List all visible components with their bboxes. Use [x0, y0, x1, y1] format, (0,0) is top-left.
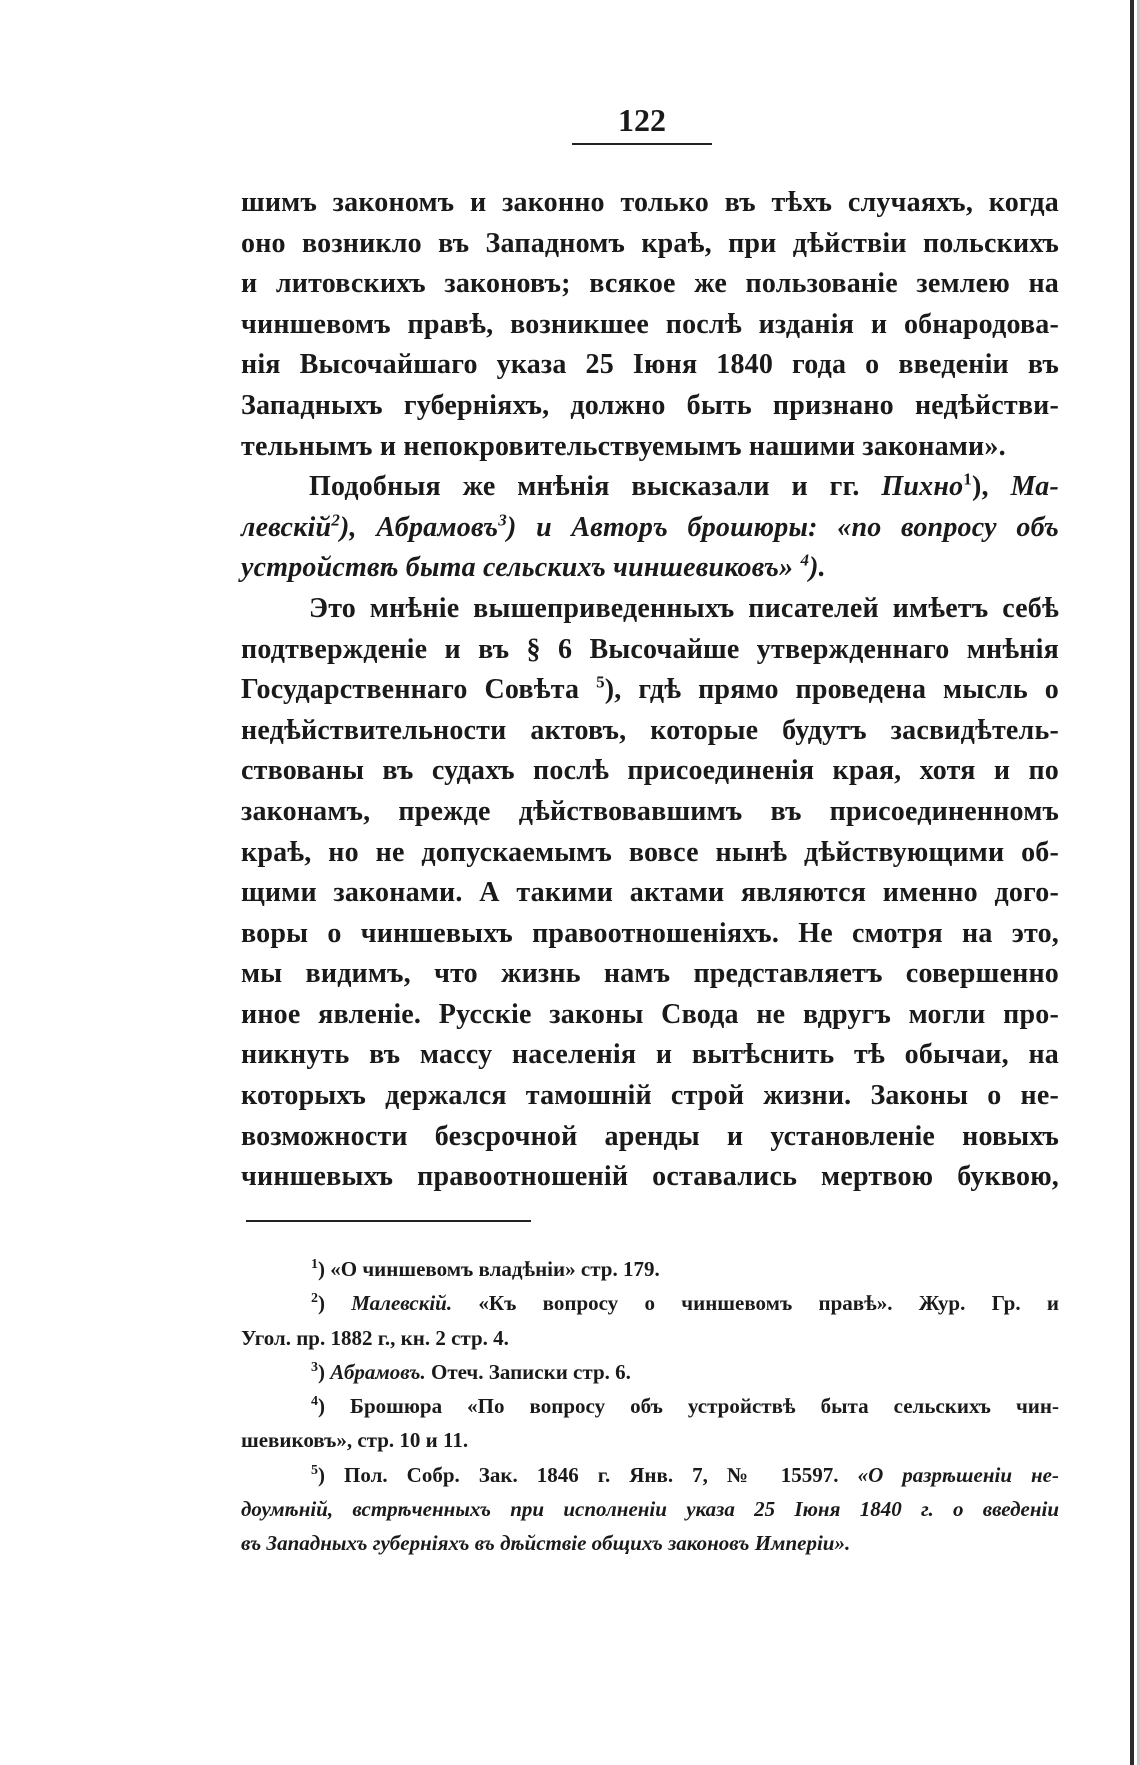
- footnote-5-cont-1: доумѣній, встрѣченныхъ при исполненіи указа 25 Іюня 1840 г. о введеніи: [241, 1497, 1059, 1522]
- body-line: чиншевыхъ правоотношеній оставались мертвою буквою,: [241, 1161, 1059, 1193]
- footnote-ref-1[interactable]: 1: [963, 469, 972, 489]
- footnote-ref-2[interactable]: 2: [331, 510, 341, 530]
- author-pikhno: Пихно: [881, 471, 964, 503]
- para2-line-2: левскій$^2$), Абрамовъ$^3$) и Авторъ брошюры: «по вопросу объ: [241, 510, 1059, 543]
- body-line: чиншевомъ правѣ, возникшее послѣ изданія и обнародова-: [241, 308, 1059, 340]
- body-line: и литовскихъ законовъ; всякое же пользованіе землею на: [241, 268, 1059, 300]
- body-line: подтвержденіе и въ § 6 Высочайше утвержденнаго мнѣнія: [241, 633, 1059, 665]
- footnote-ref-5[interactable]: 5: [596, 672, 605, 692]
- footnote-ref-3[interactable]: 3: [498, 510, 507, 530]
- page-edge-line: [1130, 0, 1134, 1765]
- para2-line-3: устройствѣ быта сельскихъ чиншевиковъ» $^4$).: [241, 551, 826, 584]
- body-line: мы видимъ, что жизнь намъ представляетъ совершенно: [241, 958, 1059, 990]
- body-line: возможности безсрочной аренды и установленіе новыхъ: [241, 1120, 1059, 1152]
- body-line: недѣйствительности актовъ, которые будутъ засвидѣтель-: [241, 714, 1059, 746]
- body-line: Западныхъ губерніяхъ, должно быть признано недѣйстви-: [241, 389, 1059, 421]
- footnote-5: $^5$) Пол. Собр. Зак. 1846 г. Янв. 7, № 15597. «О разрѣшеніи не-: [311, 1462, 1059, 1487]
- para3-line-3: Государственнаго Совѣта $^5$), гдѣ прямо проведена мысль о: [241, 672, 1059, 706]
- body-line: Это мнѣніе вышеприведенныхъ писателей имѣетъ себѣ: [309, 592, 1059, 624]
- para2-line-1: Подобныя же мнѣнія высказали и гг. Пихно$^1$), Ма-: [309, 469, 1059, 503]
- body-line: щими законами. А такими актами являются именно дого-: [241, 877, 1059, 909]
- footnote-2: $^2$) Малевскій. «Къ вопросу о чиншевомъ правѣ». Жур. Гр. и: [311, 1291, 1060, 1316]
- body-line: воры о чиншевыхъ правоотношеніяхъ. Не смотря на это,: [241, 917, 1059, 949]
- page-number-rule: [572, 143, 712, 145]
- footnote-5-cont-2: въ Западныхъ губерніяхъ въ дѣйствіе общихъ законовъ Имперіи».: [241, 1531, 851, 1556]
- body-line: законамъ, прежде дѣйствовавшимъ въ присоединенномъ: [241, 795, 1059, 827]
- body-line: которыхъ держался тамошній строй жизни. Законы о не-: [241, 1080, 1059, 1112]
- body-line: краѣ, но не допускаемымъ вовсе нынѣ дѣйствующими об-: [241, 836, 1059, 868]
- body-line: иное явленіе. Русскіе законы Свода не вдругъ могли про-: [241, 998, 1059, 1030]
- footnote-1: $^1$) «О чиншевомъ владѣніи» стр. 179.: [311, 1257, 660, 1281]
- footnote-4-cont: шевиковъ», стр. 10 и 11.: [241, 1428, 469, 1453]
- page-number: 122: [618, 102, 666, 138]
- body-line: шимъ закономъ и законно только въ тѣхъ случаяхъ, когда: [241, 187, 1059, 218]
- body-line: ствованы въ судахъ послѣ присоединенія края, хотя и по: [241, 755, 1059, 787]
- footnote-3: $^3$) Абрамовъ. Отеч. Записки стр. 6.: [311, 1359, 631, 1384]
- footnote-4: $^4$) Брошюра «По вопросу объ устройствѣ быта сельскихъ чин-: [311, 1394, 1059, 1419]
- footnote-rule: [246, 1220, 531, 1222]
- footnote-2-cont: Угол. пр. 1882 г., кн. 2 стр. 4.: [241, 1325, 509, 1350]
- body-line: нія Высочайшаго указа 25 Іюня 1840 года о введеніи въ: [241, 349, 1059, 381]
- main-text: [241, 183, 1059, 1198]
- body-line: тельнымъ и непокровительствуемымъ нашими законами».: [241, 430, 1006, 462]
- footnotes: [241, 1252, 1059, 1561]
- footnote-ref-4[interactable]: 4: [800, 551, 810, 571]
- body-line: оно возникло въ Западномъ краѣ, при дѣйствіи польскихъ: [241, 227, 1059, 259]
- body-line: никнуть въ массу населенія и вытѣснить тѣ обычаи, на: [241, 1039, 1059, 1071]
